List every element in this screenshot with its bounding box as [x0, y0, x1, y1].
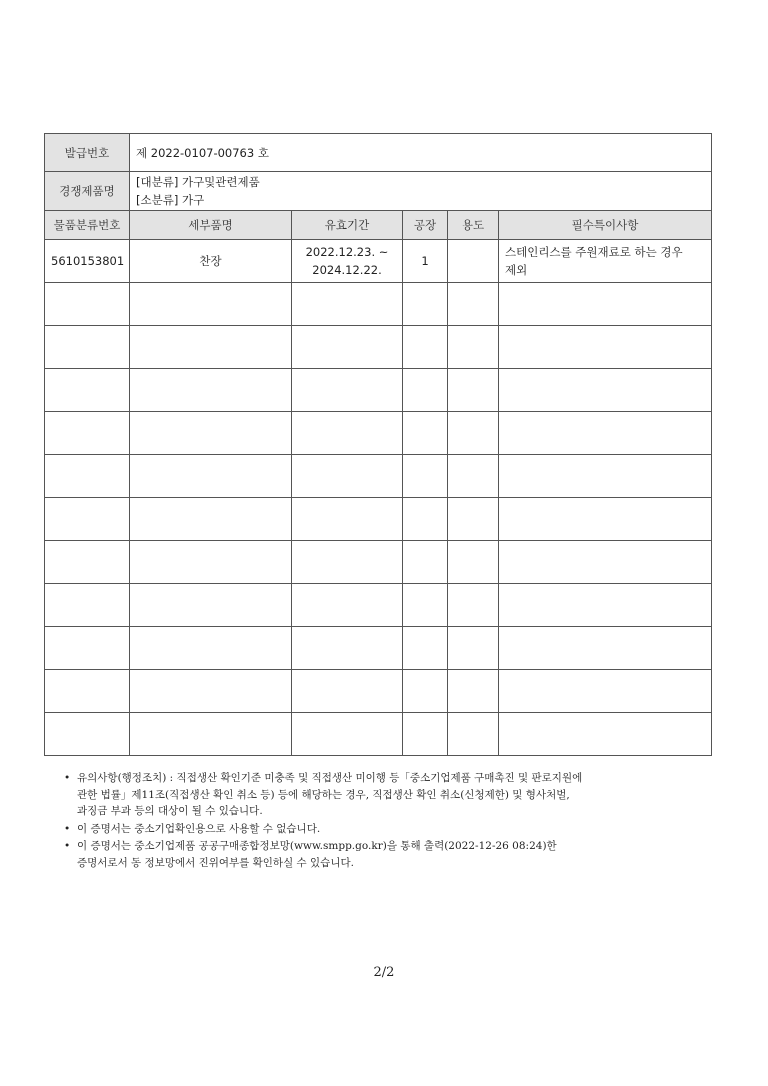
empty-cell — [45, 326, 130, 369]
empty-cell — [292, 412, 403, 455]
empty-cell — [130, 412, 292, 455]
minor-category: [소분류] 가구 — [136, 193, 205, 207]
empty-cell — [403, 283, 448, 326]
empty-cell — [292, 584, 403, 627]
table-row — [45, 369, 712, 412]
empty-cell — [403, 541, 448, 584]
competition-product-row — [45, 172, 712, 211]
empty-cell — [292, 627, 403, 670]
empty-cell — [403, 326, 448, 369]
header-classification-number: 물품분류번호 — [45, 211, 130, 240]
cell-factory: 1 — [403, 240, 448, 283]
empty-cell — [45, 584, 130, 627]
table-row — [45, 498, 712, 541]
empty-rows — [45, 283, 712, 756]
cell-validity-period — [292, 240, 403, 283]
empty-cell — [45, 541, 130, 584]
header-use: 용도 — [448, 211, 499, 240]
header-required-notes: 필수특이사항 — [499, 211, 712, 240]
major-category: [대분류] 가구및관련제품 — [136, 175, 260, 189]
header-item-name: 세부품명 — [130, 211, 292, 240]
table-row — [45, 713, 712, 756]
empty-cell — [45, 627, 130, 670]
empty-cell — [448, 670, 499, 713]
empty-cell — [292, 326, 403, 369]
table-row — [45, 627, 712, 670]
validity-start: 2022.12.23. ~ — [305, 245, 389, 259]
footnote-line: 과징금 부과 등의 대상이 될 수 있습니다. — [77, 805, 263, 817]
table-row — [45, 584, 712, 627]
empty-cell — [448, 283, 499, 326]
table-row — [45, 455, 712, 498]
footnote-line: 유의사항(행정조치) : 직접생산 확인기준 미충족 및 직접생산 미이행 등「중소기업제품 구매촉진 및 판로지원에 — [77, 772, 583, 784]
empty-cell — [292, 369, 403, 412]
header-validity-period: 유효기간 — [292, 211, 403, 240]
table-row — [45, 240, 712, 283]
empty-cell — [403, 627, 448, 670]
empty-cell — [403, 713, 448, 756]
empty-cell — [448, 584, 499, 627]
empty-cell — [292, 713, 403, 756]
empty-cell — [45, 713, 130, 756]
empty-cell — [499, 412, 712, 455]
empty-cell — [448, 412, 499, 455]
empty-cell — [499, 713, 712, 756]
cell-required-notes — [499, 240, 712, 283]
empty-cell — [292, 283, 403, 326]
empty-cell — [403, 498, 448, 541]
table-row — [45, 283, 712, 326]
empty-cell — [45, 670, 130, 713]
empty-cell — [292, 455, 403, 498]
empty-cell — [448, 455, 499, 498]
empty-cell — [448, 627, 499, 670]
bullet-icon: • — [64, 822, 71, 835]
empty-cell — [499, 498, 712, 541]
footnote-administrative-action — [64, 770, 714, 820]
header-factory: 공장 — [403, 211, 448, 240]
issue-number-row — [45, 134, 712, 172]
empty-cell — [130, 627, 292, 670]
empty-cell — [499, 584, 712, 627]
empty-cell — [403, 670, 448, 713]
empty-cell — [45, 412, 130, 455]
footnotes — [64, 770, 714, 872]
table-row — [45, 412, 712, 455]
empty-cell — [499, 369, 712, 412]
empty-cell — [499, 541, 712, 584]
table-row — [45, 670, 712, 713]
empty-cell — [499, 326, 712, 369]
page-number: 2/2 — [373, 965, 395, 980]
footnote-line: 이 증명서는 중소기업제품 공공구매종합정보망(www.smpp.go.kr)을 통해 출력(2022-12-26 08:24)한 — [77, 840, 557, 852]
cell-use — [448, 240, 499, 283]
empty-cell — [448, 498, 499, 541]
empty-cell — [448, 326, 499, 369]
empty-cell — [130, 584, 292, 627]
empty-cell — [499, 283, 712, 326]
bullet-icon: • — [64, 840, 71, 852]
footnote-usage-restriction — [64, 821, 714, 838]
footnote-line: 이 증명서는 중소기업확인용으로 사용할 수 없습니다. — [77, 822, 321, 835]
empty-cell — [403, 369, 448, 412]
empty-cell — [130, 369, 292, 412]
empty-cell — [45, 283, 130, 326]
required-notes-line-1: 스테인리스를 주원재료로 하는 경우 — [505, 245, 683, 259]
footnote-line: 증명서로서 동 정보망에서 진위여부를 확인하실 수 있습니다. — [77, 856, 354, 869]
footnote-verification — [64, 838, 714, 871]
empty-cell — [130, 713, 292, 756]
empty-cell — [499, 455, 712, 498]
issue-number-label: 발급번호 — [45, 134, 130, 172]
empty-cell — [130, 498, 292, 541]
empty-cell — [292, 670, 403, 713]
bullet-icon: • — [64, 772, 71, 784]
empty-cell — [448, 541, 499, 584]
empty-cell — [292, 541, 403, 584]
empty-cell — [130, 670, 292, 713]
empty-cell — [448, 713, 499, 756]
certificate-table — [44, 133, 712, 756]
empty-cell — [130, 541, 292, 584]
empty-cell — [403, 584, 448, 627]
empty-cell — [130, 455, 292, 498]
empty-cell — [499, 670, 712, 713]
empty-cell — [448, 369, 499, 412]
empty-cell — [499, 627, 712, 670]
cell-classification-number: 5610153801 — [45, 240, 130, 283]
required-notes-line-2: 제외 — [505, 263, 528, 277]
empty-cell — [403, 455, 448, 498]
issue-number-value: 제 2022-0107-00763 호 — [130, 134, 712, 172]
competition-product-value — [130, 172, 712, 211]
empty-cell — [45, 498, 130, 541]
table-row — [45, 326, 712, 369]
empty-cell — [130, 326, 292, 369]
footnote-line: 관한 법률」제11조(직접생산 확인 취소 등) 등에 해당하는 경우, 직접생산 확인 취소(신청제한) 및 형사처벌, — [77, 788, 570, 801]
table-row — [45, 541, 712, 584]
empty-cell — [45, 455, 130, 498]
empty-cell — [292, 498, 403, 541]
competition-product-label: 경쟁제품명 — [45, 172, 130, 211]
empty-cell — [45, 369, 130, 412]
table-header-row — [45, 211, 712, 240]
empty-cell — [403, 412, 448, 455]
cell-item-name: 찬장 — [130, 240, 292, 283]
validity-end: 2024.12.22. — [312, 263, 382, 277]
empty-cell — [130, 283, 292, 326]
